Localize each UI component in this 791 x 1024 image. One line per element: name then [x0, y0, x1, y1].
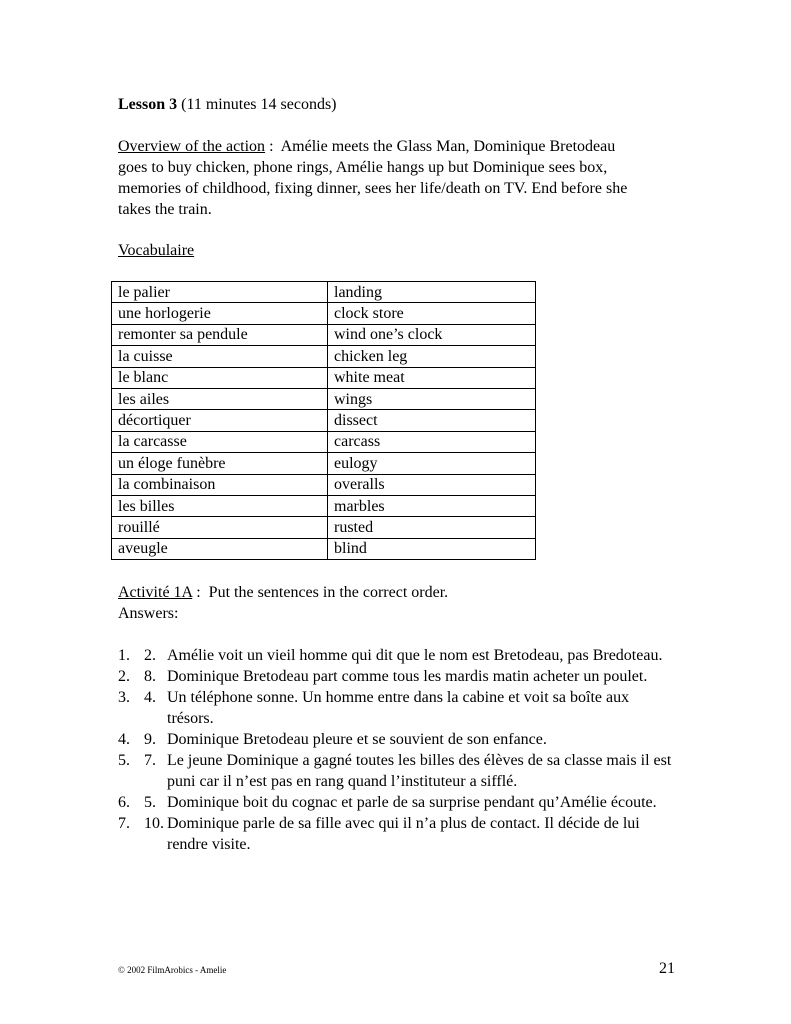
vocabulary-english-term: chicken leg — [328, 346, 536, 367]
overview-text: Amélie meets the Glass Man, Dominique Bretodeau goes to buy chicken, phone rings, Amélie hangs up but Dominique sees box, memories of childhood, fixing dinner, sees her life/death on TV. End before she takes the train. — [118, 138, 628, 218]
answer-text: Dominique Bretodeau part comme tous les mardis matin acheter un poulet. — [167, 668, 648, 685]
answer-text: Un téléphone sonne. Un homme entre dans la cabine et voit sa boîte aux trésors. — [167, 689, 630, 727]
answer-order: 8. — [144, 668, 156, 685]
vocabulary-english-term: overalls — [328, 474, 536, 495]
vocabulary-row — [112, 303, 536, 324]
answer-text: Dominique boit du cognac et parle de sa surprise pendant qu’Amélie écoute. — [167, 794, 657, 811]
vocabulary-french-term: un éloge funèbre — [112, 453, 328, 474]
answer-number: 1. — [118, 647, 130, 664]
answer-item — [118, 666, 678, 687]
vocabulary-french-term: remonter sa pendule — [112, 324, 328, 345]
vocabulary-french-term: la combinaison — [112, 474, 328, 495]
answers-label: Answers: — [118, 605, 179, 622]
vocabulary-english-term: dissect — [328, 410, 536, 431]
answer-item — [118, 792, 678, 813]
vocabulary-row — [112, 538, 536, 559]
activity-heading — [118, 582, 448, 603]
footer-copyright: © 2002 FilmArobics - Amelie — [118, 965, 227, 975]
vocabulary-english-term: carcass — [328, 431, 536, 452]
vocabulary-row — [112, 495, 536, 516]
vocabulary-english-term: wings — [328, 388, 536, 409]
vocabulary-row — [112, 367, 536, 388]
vocabulary-french-term: une horlogerie — [112, 303, 328, 324]
vocabulary-french-term: la cuisse — [112, 346, 328, 367]
vocabulary-english-term: white meat — [328, 367, 536, 388]
vocabulary-row — [112, 346, 536, 367]
vocabulary-french-term: les ailes — [112, 388, 328, 409]
overview-separator: : — [265, 138, 281, 155]
answer-order: 9. — [144, 731, 156, 748]
answer-item — [118, 645, 678, 666]
answers-list — [118, 645, 678, 855]
vocabulary-english-term: blind — [328, 538, 536, 559]
answer-item — [118, 750, 678, 792]
vocabulary-french-term: le blanc — [112, 367, 328, 388]
vocabulary-row — [112, 517, 536, 538]
answer-item — [118, 729, 678, 750]
activity-instruction: Put the sentences in the correct order. — [208, 584, 449, 601]
answer-order: 5. — [144, 794, 156, 811]
answer-item — [118, 813, 678, 855]
vocabulary-english-term: clock store — [328, 303, 536, 324]
vocabulary-table — [111, 281, 536, 560]
answer-item — [118, 687, 678, 729]
vocabulary-french-term: le palier — [112, 282, 328, 303]
vocabulary-english-term: eulogy — [328, 453, 536, 474]
answer-number: 6. — [118, 794, 130, 811]
answer-text: Amélie voit un vieil homme qui dit que le nom est Bretodeau, pas Bredoteau. — [167, 647, 663, 664]
vocabulary-heading: Vocabulaire — [118, 242, 195, 259]
vocabulary-french-term: rouillé — [112, 517, 328, 538]
overview-label: Overview of the action — [118, 138, 266, 155]
vocabulary-french-term: la carcasse — [112, 431, 328, 452]
vocabulary-row — [112, 474, 536, 495]
page-number: 21 — [659, 960, 675, 977]
activity-separator: : — [192, 584, 209, 601]
answer-number: 4. — [118, 731, 130, 748]
answer-text: Dominique parle de sa fille avec qui il n’a plus de contact. Il décide de lui rendre visite. — [167, 815, 640, 853]
answer-text: Le jeune Dominique a gagné toutes les billes des élèves de sa classe mais il est puni car il n’est pas en rang quand l’instituteur a sifflé. — [167, 752, 672, 790]
vocabulary-row — [112, 431, 536, 452]
answer-order: 2. — [144, 647, 156, 664]
answer-order: 4. — [144, 689, 156, 706]
overview-paragraph — [118, 136, 638, 220]
vocabulary-french-term: les billes — [112, 495, 328, 516]
vocabulary-french-term: aveugle — [112, 538, 328, 559]
vocabulary-row — [112, 410, 536, 431]
vocabulary-table-body — [112, 282, 536, 560]
answer-text: Dominique Bretodeau pleure et se souvient de son enfance. — [167, 731, 547, 748]
lesson-label: Lesson 3 — [118, 96, 178, 113]
lesson-title — [118, 94, 337, 115]
vocabulary-english-term: marbles — [328, 495, 536, 516]
answer-number: 7. — [118, 815, 130, 832]
vocabulary-row — [112, 324, 536, 345]
answer-order: 10. — [144, 815, 164, 832]
answer-number: 2. — [118, 668, 130, 685]
vocabulary-english-term: rusted — [328, 517, 536, 538]
vocabulary-row — [112, 388, 536, 409]
answer-order: 7. — [144, 752, 156, 769]
vocabulary-english-term: wind one’s clock — [328, 324, 536, 345]
lesson-duration: (11 minutes 14 seconds) — [181, 96, 337, 113]
answer-number: 3. — [118, 689, 130, 706]
answer-number: 5. — [118, 752, 130, 769]
vocabulary-french-term: décortiquer — [112, 410, 328, 431]
vocabulary-english-term: landing — [328, 282, 536, 303]
vocabulary-row — [112, 282, 536, 303]
vocabulary-row — [112, 453, 536, 474]
activity-label: Activité 1A — [118, 584, 193, 601]
